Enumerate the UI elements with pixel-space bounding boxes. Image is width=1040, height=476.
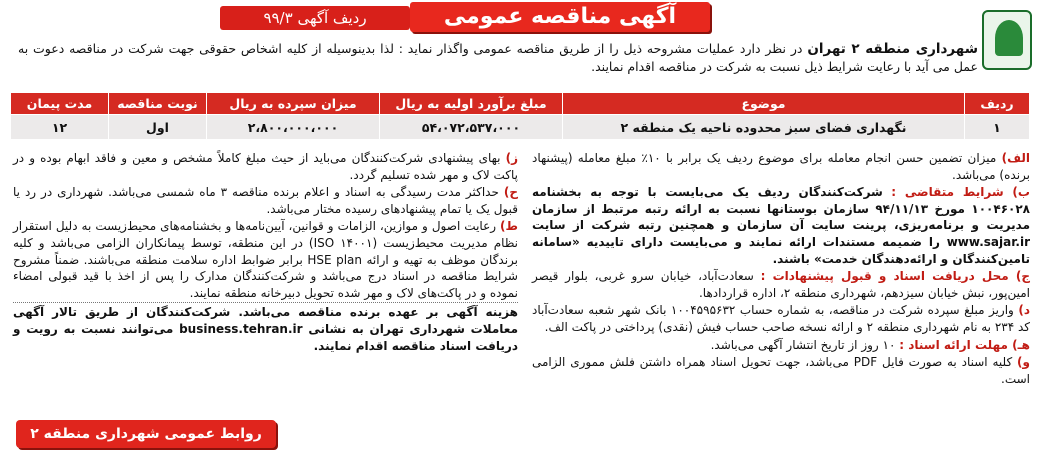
cell-deposit: ۲،۸۰۰،۰۰۰،۰۰۰ [207, 115, 380, 140]
col-header-duration: مدت پیمان [11, 93, 109, 115]
condition-item: هـ) مهلت ارائه اسناد : ۱۰ روز از تاریخ انتشار آگهی می‌باشد. [710, 337, 1030, 352]
condition-item: د) واریز مبلغ سپرده شرکت در مناقصه، به شماره حساب ۱۰۰۴۵۹۵۶۳۲ بانک شهر شعبه سعادت‌آباد کد ۲۳۴ به نام شهرداری منطقه ۲ و ارائه نسخه صاحب حساب فیش (نقدی) پرداختی در پاکت الف. [532, 303, 1030, 334]
table-header-row [11, 93, 1030, 115]
cell-round: اول [109, 115, 207, 140]
intro-paragraph [18, 40, 978, 75]
condition-item: ز) بهای پیشنهادی شرکت‌کنندگان می‌باید از حیث مبلغ کاملاً مشخص و معین و فاقد ابهام بوده و در پاکت لاک و مهر شده تسلیم گردد. [13, 151, 518, 182]
conditions-right-column [532, 150, 1030, 388]
condition-item: و) کلیه اسناد به صورت فایل PDF می‌باشد، جهت تحویل اسناد همراه داشتن فلش مموری الزامی است. [532, 355, 1030, 386]
table-row [11, 115, 1030, 140]
col-header-row: ردیف [965, 93, 1030, 115]
public-relations-banner: روابط عمومی شهرداری منطقه ۲ تهران [16, 420, 276, 448]
municipality-logo-icon [982, 10, 1032, 70]
org-name: شهرداری منطقه ۲ تهران [807, 41, 978, 57]
header [0, 0, 1040, 38]
condition-item: ح) حداکثر مدت رسیدگی به اسناد و اعلام برنده مناقصه ۳ ماه شمسی می‌باشد. شهرداری در رد یا قبول یک یا تمام پیشنهادهای رسیده مختار می‌باشد. [13, 185, 518, 216]
condition-item: ط) رعایت اصول و موازین، الزامات و قوانین، آیین‌نامه‌ها و بخشنامه‌های محیط‌زیست به دلیل استقرار نظام مدیریت محیط‌زیست (ISO ۱۴۰۰۱) در این منطقه، توسط پیمانکاران الزامی می‌باشد و کلیه برندگان موظف به تهیه و ارائه HSE plan برابر ضوابط اداره سلامت منطقه می‌باشند. ضمناً مشروح شرایط مناقصه در اسناد درج می‌باشد و شرکت‌کنندگان مدارک را پس از اخذ با قید قبولی امضاء نموده و در پاکت‌های لاک و مهر شده تحویل دبیرخانه منطقه نمایند. [13, 219, 519, 300]
condition-item: ج) محل دریافت اسناد و قبول پیشنهادات : سعادت‌آباد، خیابان سرو غربی، بلوار قیصر امین‌پور، نبش خیابان سیزدهم، شهرداری منطقه ۲، اداره قراردادها. [532, 269, 1030, 300]
col-header-subject: موضوع [563, 93, 965, 115]
cell-duration: ۱۲ [11, 115, 109, 140]
tender-table [10, 92, 1030, 140]
cell-estimate: ۵۴،۰۷۲،۵۳۷،۰۰۰ [380, 115, 563, 140]
cell-row: ۱ [965, 115, 1030, 140]
divider [13, 302, 518, 303]
condition-item: ب) شرایط متقاضی : شرکت‌کنندگان ردیف یک می‌بایست با توجه به بخشنامه ۱۰۰۴۶۰۲۸ مورخ ۹۴/۱۱/۱۳ سازمان بوستانها نسبت به ارائه رتبه مرتبط از سازمان مدیریت و برنامه‌ریزی، پرینت سایت آن سازمان و همچنین رتبه شرکت از سایت www.sajar.ir را ضمیمه مستندات ارائه نمایند و می‌بایست دارای تاییدیه «سامانه تامین‌کنندگان و ارائه‌دهندگان خدمت» باشند. [532, 185, 1030, 266]
intro-text: در نظر دارد عملیات مشروحه ذیل را از طریق مناقصه عمومی واگذار نماید : لذا بدینوسیله از کلیه اشخاص حقوقی جهت شرکت در مناقصه دعوت به عمل می آید با رعایت شرایط ذیل نسبت به شرکت در مناقصه اقدام نمایند. [18, 41, 978, 74]
col-header-deposit: میزان سپرده به ریال [207, 93, 380, 115]
ad-row-number: ردیف آگهی ۹۹/۳ [220, 6, 410, 30]
col-header-estimate: مبلغ برآورد اولیه به ریال [380, 93, 563, 115]
condition-item-business: هزینه آگهی بر عهده برنده مناقصه می‌باشد. شرکت‌کنندگان از طریق تالار آگهی معاملات شهرداری تهران به نشانی business.tehran.ir می‌توانند نسبت به رویت و دریافت اسناد مناقصه اقدام نمایند. [13, 305, 518, 353]
cell-subject: نگهداری فضای سبز محدوده ناحیه یک منطقه ۲ [563, 115, 965, 140]
col-header-round: نوبت مناقصه [109, 93, 207, 115]
condition-item: الف) میزان تضمین حسن انجام معامله برای موضوع ردیف یک برابر با ۱۰٪ مبلغ معامله (پیشنهاد برنده) می‌باشد. [532, 151, 1030, 182]
ad-title: آگهی مناقصه عمومی [410, 2, 710, 32]
conditions-left-column [13, 150, 518, 355]
